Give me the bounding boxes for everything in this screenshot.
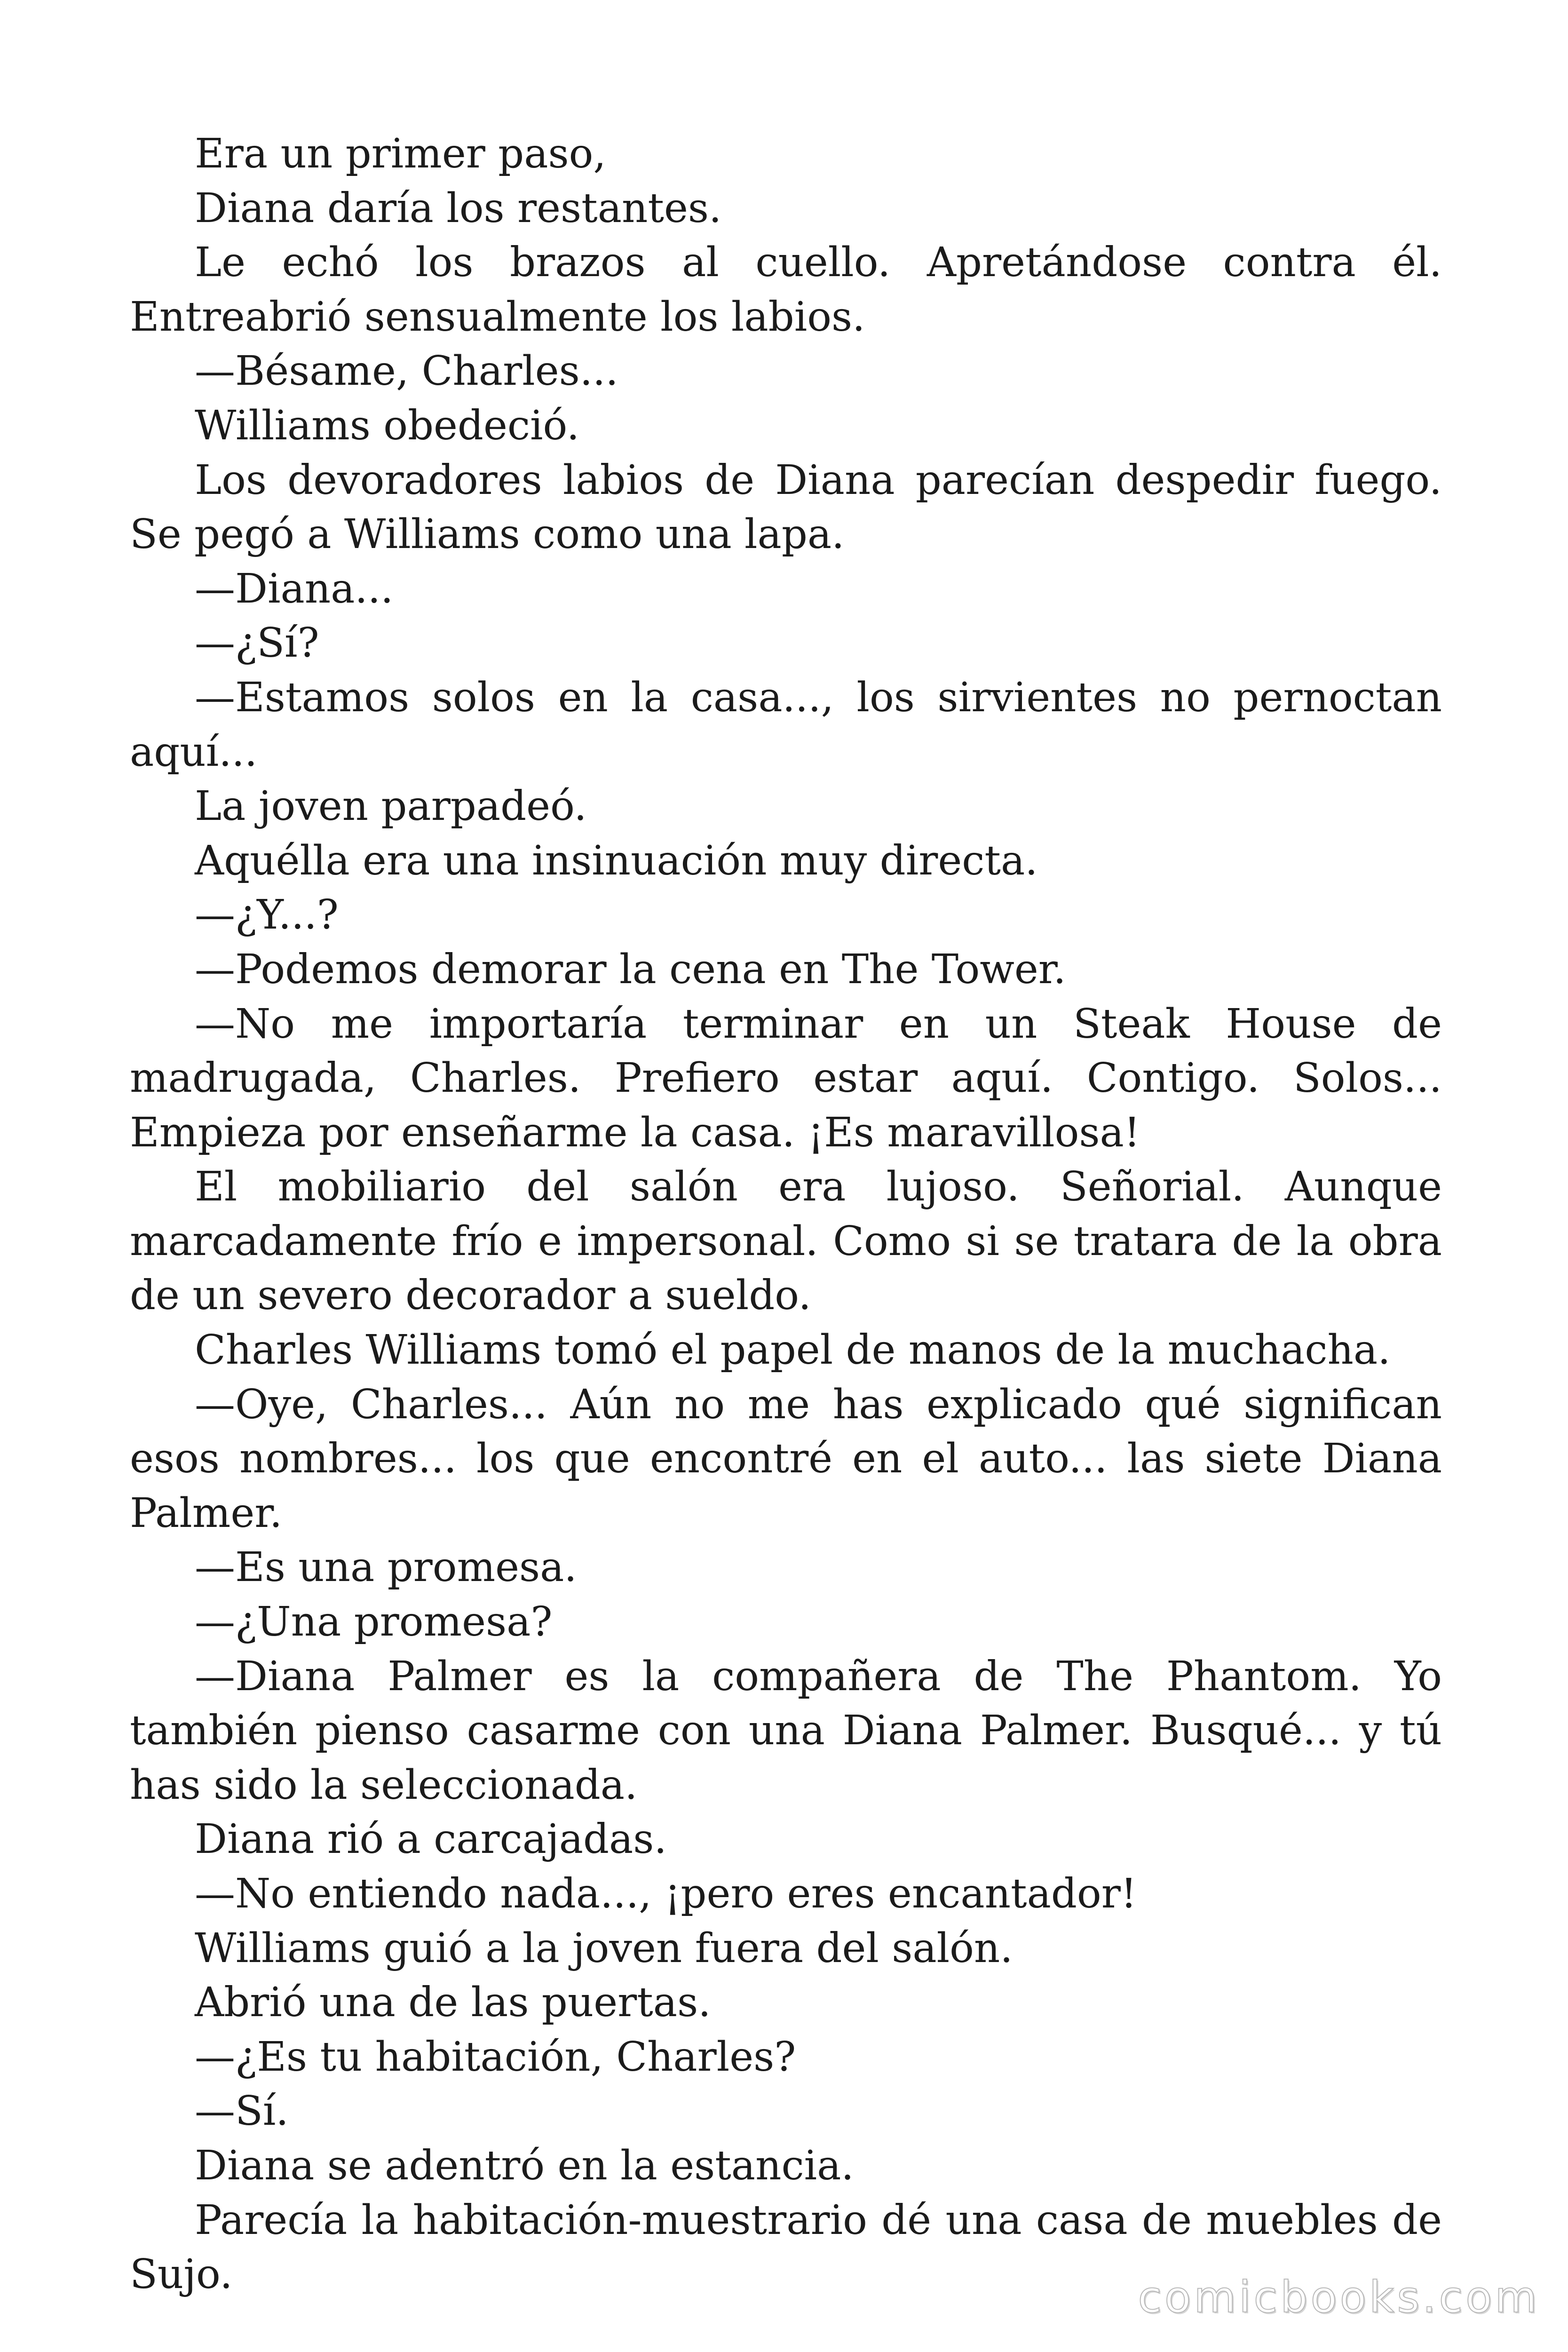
paragraph: —¿Y...?: [195, 891, 339, 939]
paragraph: El mobiliario del salón era lujoso. Señorial. Aunque marcadamente frío e impersonal. Como si se tratara de la obra de un severo decorador a sueldo.: [130, 1163, 1442, 1319]
paragraph: —Diana Palmer es la compañera de The Phantom. Yo también pienso casarme con una Diana Palmer. Busqué... y tú has sido la seleccionada.: [130, 1653, 1442, 1809]
paragraph: La joven parpadeó.: [195, 783, 587, 830]
paragraph: Abrió una de las puertas.: [195, 1979, 711, 2026]
paragraph: Los devoradores labios de Diana parecían despedir fuego. Se pegó a Williams como una lapa.: [130, 456, 1442, 558]
paragraph: Diana daría los restantes.: [195, 184, 722, 232]
paragraph: —¿Sí?: [195, 620, 319, 667]
paragraph: —Es una promesa.: [195, 1544, 577, 1591]
book-page-text: [130, 127, 1442, 2302]
paragraph: Era un primer paso,: [195, 130, 606, 177]
paragraph: Parecía la habitación-muestrario dé una casa de muebles de Sujo.: [130, 2196, 1442, 2298]
paragraph: —¿Una promesa?: [195, 1598, 553, 1646]
paragraph: —Sí.: [195, 2088, 289, 2135]
paragraph: —No me importaría terminar en un Steak House de madrugada, Charles. Prefiero estar aquí. Contigo. Solos... Empieza por enseñarme la casa. ¡Es maravillosa!: [130, 1000, 1442, 1156]
paragraph: Charles Williams tomó el papel de manos de la muchacha.: [195, 1327, 1391, 1374]
site-watermark: comicbooks.com: [1138, 2272, 1540, 2322]
paragraph: Diana se adentró en la estancia.: [195, 2142, 854, 2189]
paragraph: —Bésame, Charles...: [195, 348, 618, 395]
paragraph: Le echó los brazos al cuello. Apretándose contra él. Entreabrió sensualmente los labios.: [130, 239, 1442, 341]
paragraph: —Diana...: [195, 565, 394, 612]
paragraph: —Estamos solos en la casa..., los sirvientes no pernoctan aquí...: [130, 674, 1442, 776]
paragraph: Williams obedeció.: [195, 402, 580, 449]
paragraph: —No entiendo nada..., ¡pero eres encantador!: [195, 1870, 1137, 1917]
paragraph: —Oye, Charles... Aún no me has explicado qué significan esos nombres... los que encontré en el auto... las siete Diana Palmer.: [130, 1381, 1442, 1537]
paragraph: —Podemos demorar la cena en The Tower.: [195, 946, 1066, 993]
paragraph: Aquélla era una insinuación muy directa.: [195, 837, 1038, 884]
paragraph: Diana rió a carcajadas.: [195, 1816, 667, 1863]
paragraph: Williams guió a la joven fuera del salón.: [195, 1924, 1013, 1972]
paragraph: —¿Es tu habitación, Charles?: [195, 2033, 796, 2081]
